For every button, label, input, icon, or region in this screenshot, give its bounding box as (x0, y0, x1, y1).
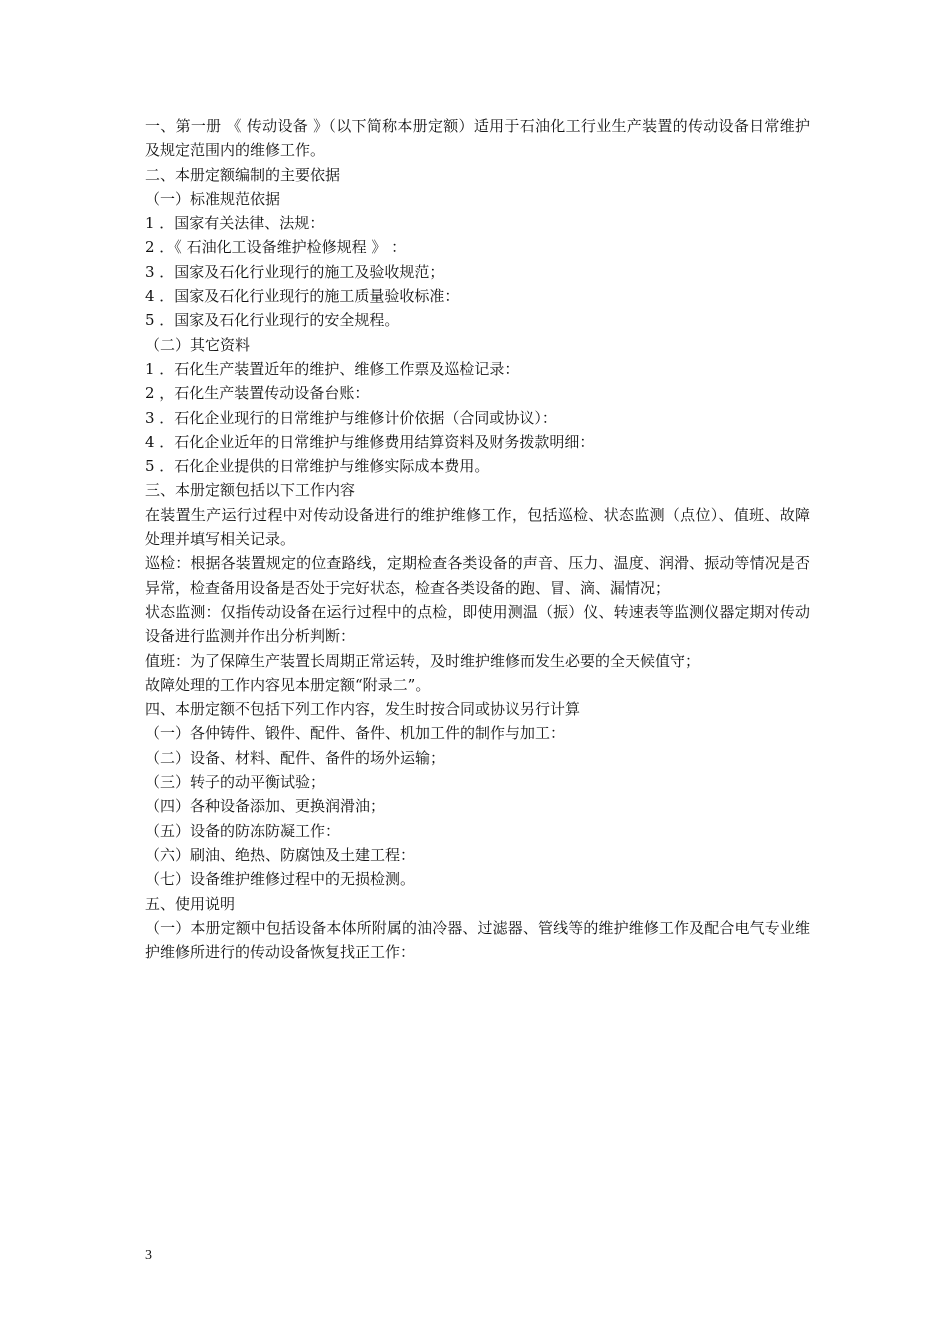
list-item-material-1: 1 ．石化生产装置近年的维护、维修工作票及巡检记录： (145, 359, 520, 378)
list-item-standard-1: 1 ．国家有关法律、法规： (145, 214, 325, 233)
list-item-exclusion-4: （四）各种设备添加、更换润滑油； (145, 797, 386, 816)
list-item-standard-5: 5 ．国家及石化行业现行的安全规程。 (145, 311, 400, 330)
subheading-other-materials: （二）其它资料 (145, 335, 251, 354)
subheading-standards: （一）标准规范依据 (145, 189, 281, 208)
list-item-exclusion-1: （一）各仲铸件、锻件、配件、备件、机加工件的制作与加工： (145, 724, 566, 743)
document-body (145, 114, 810, 964)
paragraph-on-duty: 值班：为了保障生产装置长周期正常运转，及时维护维修而发生必要的全天候值守； (145, 651, 701, 670)
list-item-exclusion-2: （二）设备、材料、配件、备件的场外运输； (145, 748, 446, 767)
heading-usage: 五、使用说明 (145, 894, 236, 913)
list-item-material-2: 2 ，石化生产装置传动设备台账： (145, 384, 370, 403)
heading-work-content: 三、本册定额包括以下工作内容 (145, 481, 356, 500)
page-number: 3 (145, 1248, 152, 1263)
list-item-exclusion-3: （三）转子的动平衡试验； (145, 773, 326, 792)
heading-basis: 二、本册定额编制的主要依据 (145, 165, 341, 184)
list-item-standard-2: 2 ．《 石油化工设备维护检修规程 》 ： (145, 238, 407, 257)
list-item-material-4: 4 ．石化企业近年的日常维护与维修费用结算资料及财务拨款明细： (145, 432, 595, 451)
paragraph-work-description: 在装置生产运行过程中对传动设备进行的维护维修工作，包括巡检、状态监测（点位）、值班、故障处理并填写相关记录。 (145, 505, 810, 549)
paragraph-inspection: 巡检：根据各装置规定的位查路线，定期检查各类设备的声音、压力、温度、润滑、振动等情况是否异常，检查备用设备是否处于完好状态，检查各类设备的跑、冒、滴、漏情况； (145, 554, 810, 597)
heading-exclusions: 四、本册定额不包括下列工作内容，发生时按合同或协议另行计算 (145, 700, 581, 719)
list-item-material-3: 3 ．石化企业现行的日常维护与维修计价依据（合同或协议）： (145, 408, 557, 427)
list-item-exclusion-7: （七）设备维护维修过程中的无损检测。 (145, 870, 416, 889)
list-item-material-5: 5 ．石化企业提供的日常维护与维修实际成本费用。 (145, 457, 490, 476)
list-item-exclusion-6: （六）刷油、绝热、防腐蚀及土建工程： (145, 845, 416, 864)
list-item-exclusion-5: （五）设备的防冻防凝工作： (145, 821, 341, 840)
list-item-usage-1: （一）本册定额中包括设备本体所附属的油冷器、过滤器、管线等的维护维修工作及配合电气专业维护维修所进行的传动设备恢复找正工作： (145, 918, 810, 962)
list-item-standard-4: 4 ．国家及石化行业现行的施工质量验收标准： (145, 287, 460, 306)
paragraph-condition-monitoring: 状态监测：仅指传动设备在运行过程中的点检，即使用测温（振）仪、转速表等监测仪器定期对传动设备进行监测并作出分析判断： (145, 602, 810, 646)
paragraph-fault-handling: 故障处理的工作内容见本册定额“附录二”。 (145, 675, 431, 694)
list-item-standard-3: 3 ．国家及石化行业现行的施工及验收规范； (145, 262, 445, 281)
paragraph-scope: 一、第一册 《 传动设备 》（以下简称本册定额）适用于石油化工行业生产装置的传动设备日常维护及规定范围内的维修工作。 (145, 117, 810, 160)
